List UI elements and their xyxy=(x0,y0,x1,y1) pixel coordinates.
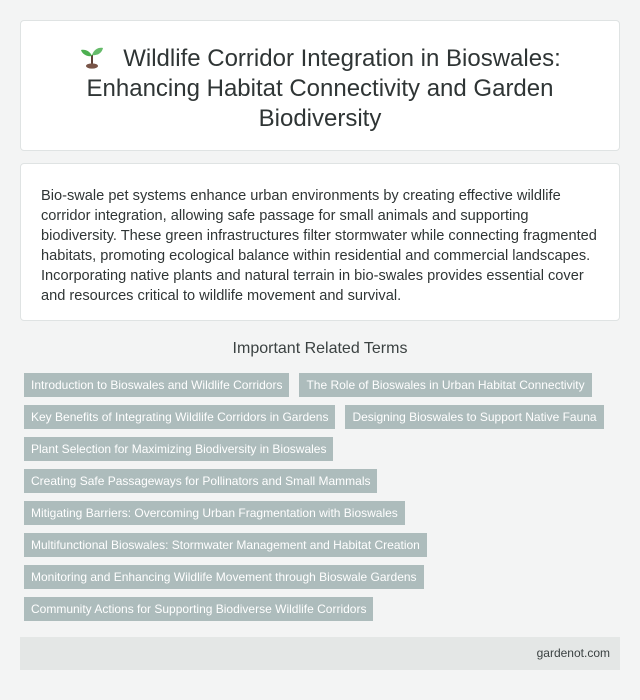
term-tag[interactable]: Multifunctional Bioswales: Stormwater Management and Habitat Creation xyxy=(24,533,427,557)
terms-row xyxy=(24,533,624,557)
term-tag[interactable]: Designing Bioswales to Support Native Fauna xyxy=(345,405,603,429)
terms-row xyxy=(24,501,624,525)
related-terms-list xyxy=(24,373,624,629)
footer-site-link[interactable]: gardenot.com xyxy=(536,646,610,660)
term-tag[interactable]: Monitoring and Enhancing Wildlife Movement through Bioswale Gardens xyxy=(24,565,424,589)
page-title-text: Wildlife Corridor Integration in Bioswales: Enhancing Habitat Connectivity and Garden Biodiversity xyxy=(86,45,561,132)
terms-row xyxy=(24,373,624,397)
terms-row xyxy=(24,405,624,429)
page-title xyxy=(21,21,619,134)
term-tag[interactable]: The Role of Bioswales in Urban Habitat Connectivity xyxy=(299,373,591,397)
related-terms-heading: Important Related Terms xyxy=(232,340,408,357)
term-tag[interactable]: Community Actions for Supporting Biodiverse Wildlife Corridors xyxy=(24,597,373,621)
term-tag[interactable]: Introduction to Bioswales and Wildlife Corridors xyxy=(24,373,289,397)
term-tag[interactable]: Creating Safe Passageways for Pollinators and Small Mammals xyxy=(24,469,377,493)
footer xyxy=(20,637,620,670)
terms-row xyxy=(24,437,624,461)
term-tag[interactable]: Key Benefits of Integrating Wildlife Corridors in Gardens xyxy=(24,405,335,429)
term-tag[interactable]: Mitigating Barriers: Overcoming Urban Fragmentation with Bioswales xyxy=(24,501,405,525)
terms-row xyxy=(24,597,624,621)
terms-row xyxy=(24,469,624,493)
terms-row xyxy=(24,565,624,589)
title-card xyxy=(20,20,620,151)
term-tag[interactable]: Plant Selection for Maximizing Biodiversity in Bioswales xyxy=(24,437,333,461)
sprout-icon xyxy=(79,43,105,69)
summary-card xyxy=(20,163,620,321)
summary-text: Bio-swale pet systems enhance urban environments by creating effective wildlife corridor integration, allowing safe passage for small animals and supporting biodiversity. These green infrastructures filter stormwater while connecting fragmented habitats, promoting ecological balance within residential and commercial landscapes. Incorporating native plants and natural terrain in bio-swales provides essential cover and resources critical to wildlife movement and survival. xyxy=(41,188,597,304)
